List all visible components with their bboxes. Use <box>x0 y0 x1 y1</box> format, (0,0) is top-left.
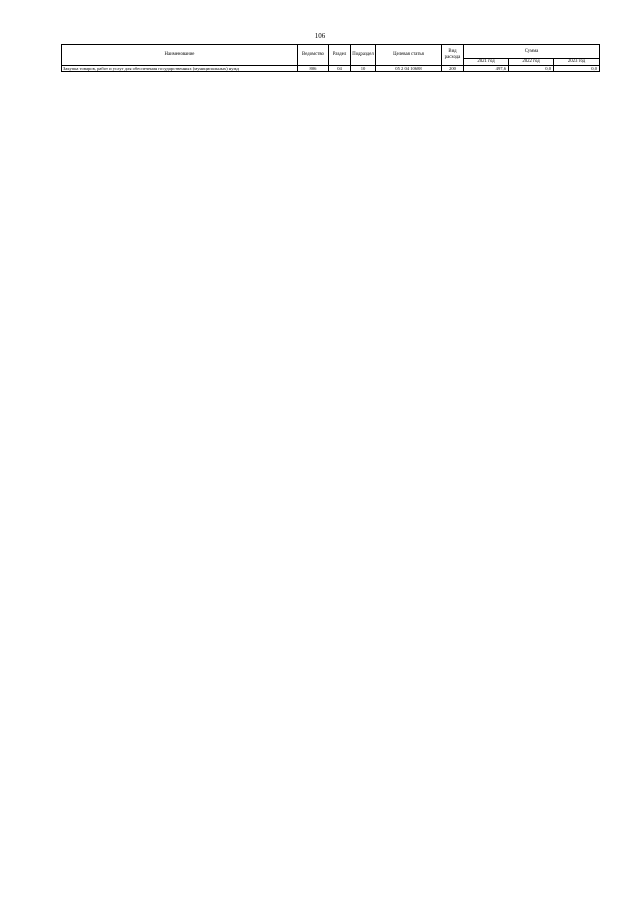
page-number: 106 <box>314 32 326 40</box>
row-sum-2023: 0,0 <box>554 65 600 71</box>
row-name: Закупка товаров, работ и услуг для обеспечения государственных (муниципальных) нужд <box>62 65 298 71</box>
header-expense-type: Вид расхода <box>442 45 464 66</box>
header-department: Ведомство <box>298 45 329 66</box>
row-sum-2021: 497,6 <box>464 65 509 71</box>
header-year-2022: 2022 год <box>509 59 554 66</box>
row-department: 806 <box>298 65 329 71</box>
row-expense-type: 200 <box>442 65 464 71</box>
budget-table <box>61 44 600 72</box>
header-target-article: Целевая статья <box>376 45 442 66</box>
row-section: 04 <box>329 65 351 71</box>
table-row <box>62 65 600 71</box>
row-subsection: 10 <box>351 65 376 71</box>
row-sum-2022: 0,0 <box>509 65 554 71</box>
header-year-2023: 2023 год <box>554 59 600 66</box>
header-subsection: Подраздел <box>351 45 376 66</box>
header-name: Наименование <box>62 45 298 66</box>
header-year-2021: 2021 год <box>464 59 509 66</box>
header-sum: Сумма <box>464 45 600 59</box>
header-section: Раздел <box>329 45 351 66</box>
row-target-article: 05 2 04 10688 <box>376 65 442 71</box>
